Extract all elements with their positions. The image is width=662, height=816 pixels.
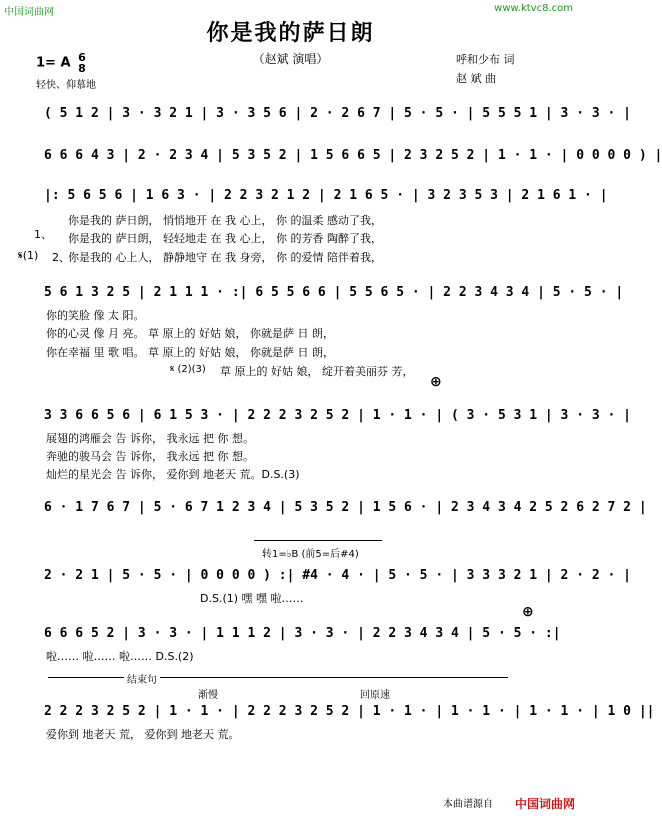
score-row-9: 2 2 2 3 2 5 2 | 1 · 1 · | 2 2 2 3 2 5 2 | 1 · 1 · | 1 · 1 · | 1 · 1 · | 1 0 || [44, 704, 655, 719]
coda-mark-2: ⊕ [522, 604, 534, 620]
lyric-line: 你是我的 心上人， 静静地守 在 我 身旁， 你 的爱情 陪伴着我， [68, 251, 382, 264]
rit-marking: 渐慢 [198, 690, 218, 701]
lyric-line: 灿烂的星光会 告 诉你， 爱你到 地老天 荒。D.S.(3) [46, 468, 300, 481]
watermark-top-right: www.ktvc8.com [494, 3, 573, 14]
key-signature [36, 52, 86, 74]
modulation-bracket [254, 540, 382, 541]
lyric-line: 奔驰的骏马会 告 诉你， 我永远 把 你 想。 [46, 450, 254, 463]
score-row-5: 3 3 6 6 5 6 | 6 1 5 3 · | 2 2 2 3 2 5 2 | 1 · 1 · | ( 3 · 5 3 1 | 3 · 3 · | [44, 408, 631, 423]
tempo-marking: 轻快、仰慕地 [36, 80, 96, 91]
score-row-7: 2 · 2 1 | 5 · 5 · | 0 0 0 0 ) :| #4 · 4 · | 5 · 5 · | 3 3 3 2 1 | 2 · 2 · | [44, 568, 631, 583]
score-row-4: 5 6 1 3 2 5 | 2 1 1 1 · :| 6 5 5 6 6 | 5 5 6 5 · | 2 2 3 4 3 4 | 5 · 5 · | [44, 285, 624, 300]
verse-label-1: 1、 [34, 228, 52, 241]
watermark-bottom-right: 中国词曲网 [514, 797, 575, 811]
time-bottom: 8 [78, 62, 86, 75]
time-top: 6 [78, 51, 86, 64]
key-label: 1= A [36, 55, 71, 71]
lyric-line: 你是我的 萨日朗， 轻轻地走 在 我 心上， 你 的芳香 陶醉了我， [68, 232, 382, 245]
modulation-note: 转1=♭B (前5=后#4) [262, 549, 359, 560]
ending-line [48, 677, 508, 678]
coda-mark-1: ⊕ [430, 374, 442, 390]
verse-label-2: 2、 [52, 251, 70, 264]
lyric-line: 爱你到 地老天 荒， 爱你到 地老天 荒。 [46, 728, 240, 741]
performer: （赵斌 演唱） [252, 52, 329, 66]
lyric-line: D.S.(1) 嘿 嘿 啦…… [200, 592, 304, 605]
segno-mark-1: 𝄋(1) [18, 249, 39, 262]
lyric-line: 展翅的鸿雁会 告 诉你， 我永远 把 你 想。 [46, 432, 254, 445]
score-row-6: 6 · 1 7 6 7 | 5 · 6 7 1 2 3 4 | 5 3 5 2 | 1 5 6 · | 2 3 4 3 4 2 5 2 6 2 7 2 | [44, 500, 647, 515]
time-signature [78, 52, 86, 74]
lyric-line: 啦…… 啦…… 啦…… D.S.(2) [46, 650, 194, 663]
lyric-line: 你的笑脸 像 太 阳。 [46, 309, 145, 322]
a-tempo-marking: 回原速 [360, 690, 390, 701]
score-row-8: 6 6 6 5 2 | 3 · 3 · | 1 1 1 2 | 3 · 3 · | 2 2 3 4 3 4 | 5 · 5 · :| [44, 626, 561, 641]
lyric-line: 草 原上的 好姑 娘， 绽开着美丽芬 芳， [220, 365, 414, 378]
source-note: 本曲谱源自 [443, 799, 493, 810]
lyricist-credit: 呼和少布 词 [456, 53, 515, 66]
score-row-3: |: 5 6 5 6 | 1 6 3 · | 2 2 3 2 1 2 | 2 1 6 5 · | 3 2 3 5 3 | 2 1 6 1 · | [44, 188, 608, 203]
score-row-2: 6 6 6 4 3 | 2 · 2 3 4 | 5 3 5 2 | 1 5 6 6 5 | 2 3 2 5 2 | 1 · 1 · | 0 0 0 0 ) | [44, 148, 662, 163]
watermark-top-left: 中国词曲网 [4, 7, 54, 18]
song-title: 你是我的萨日朗 [206, 21, 375, 46]
score-row-1: ( 5 1 2 | 3 · 3 2 1 | 3 · 3 5 6 | 2 · 2 6 7 | 5 · 5 · | 5 5 5 1 | 3 · 3 · | [44, 106, 631, 121]
ending-label: 结束句 [124, 671, 160, 686]
segno-mark-2: 𝄋 (2)(3) [170, 364, 206, 375]
lyric-line: 你的心灵 像 月 亮。 草 原上的 好姑 娘， 你就是萨 日 朗， [46, 327, 334, 340]
lyric-line: 你是我的 萨日朗， 悄悄地开 在 我 心上， 你 的温柔 感动了我， [68, 214, 382, 227]
composer-credit: 赵 斌 曲 [456, 72, 496, 85]
lyric-line: 你在幸福 里 歌 唱。 草 原上的 好姑 娘， 你就是萨 日 朗， [46, 346, 334, 359]
